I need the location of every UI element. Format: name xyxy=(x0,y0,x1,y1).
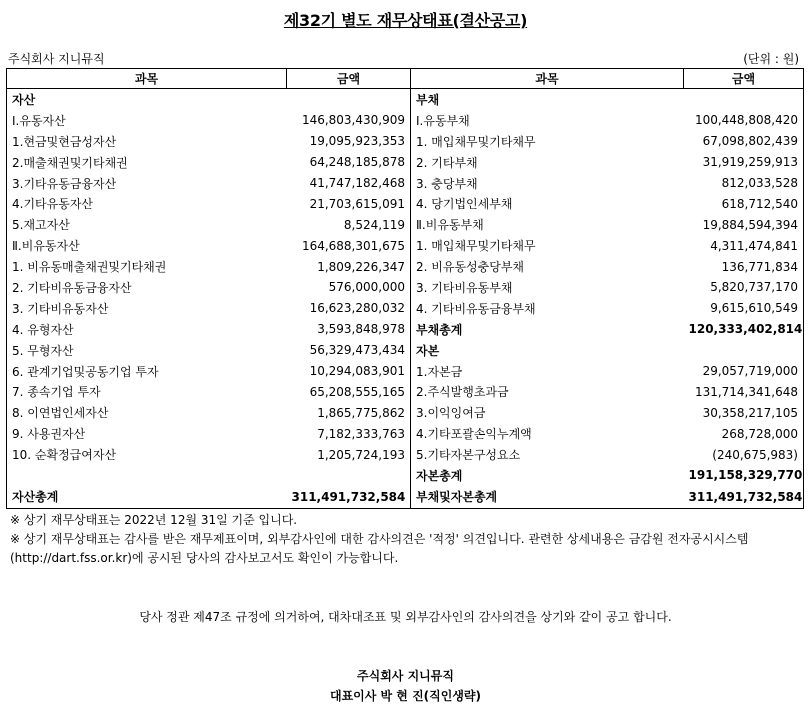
liability-item-label: 부채총계 xyxy=(411,319,684,340)
asset-item-amount: 19,095,923,353 xyxy=(287,131,411,152)
asset-item-label: 5.재고자산 xyxy=(7,214,287,235)
balance-sheet-body xyxy=(7,89,804,509)
asset-item-amount: 41,747,182,468 xyxy=(287,173,411,194)
liability-item-label: 1.자본금 xyxy=(411,361,684,382)
table-row xyxy=(7,131,804,152)
liability-item-label: 부채및자본총계 xyxy=(411,486,684,509)
liability-item-amount: 618,712,540 xyxy=(684,193,804,214)
liability-item-label: 1. 매입채무및기타채무 xyxy=(411,131,684,152)
balance-sheet-table xyxy=(6,68,804,509)
liability-item-amount xyxy=(684,89,804,110)
asset-item-amount: 10,294,083,901 xyxy=(287,361,411,382)
liability-item-amount: 19,884,594,394 xyxy=(684,214,804,235)
header-amount-liabilities: 금액 xyxy=(684,69,804,89)
asset-item-label: Ⅰ.유동자산 xyxy=(7,110,287,131)
liability-item-amount: 191,158,329,770 xyxy=(684,465,804,486)
table-row xyxy=(7,486,804,509)
table-row xyxy=(7,444,804,465)
table-row xyxy=(7,277,804,298)
table-row xyxy=(7,152,804,173)
closing-statement: 당사 정관 제47조 규정에 의거하여, 대차대조표 및 외부감사인의 감사의견을 상기와 같이 공고 합니다. xyxy=(139,610,672,624)
table-row xyxy=(7,361,804,382)
asset-item-label: Ⅱ.비유동자산 xyxy=(7,235,287,256)
liability-item-amount: 4,311,474,841 xyxy=(684,235,804,256)
liability-item-label: Ⅰ.유동부채 xyxy=(411,110,684,131)
liability-item-amount: 9,615,610,549 xyxy=(684,298,804,319)
liability-item-label: 5.기타자본구성요소 xyxy=(411,444,684,465)
liability-item-label: Ⅱ.비유동부채 xyxy=(411,214,684,235)
table-row xyxy=(7,173,804,194)
liability-item-label: 4.기타포괄손익누계액 xyxy=(411,423,684,444)
liability-item-label: 자본 xyxy=(411,340,684,361)
table-row xyxy=(7,423,804,444)
liability-item-amount: 311,491,732,584 xyxy=(684,486,804,509)
asset-item-amount: 1,865,775,862 xyxy=(287,402,411,423)
asset-item-label: 2. 기타비유동금융자산 xyxy=(7,277,287,298)
asset-item-label: 1. 비유동매출채권및기타채권 xyxy=(7,256,287,277)
asset-item-label: 6. 관계기업및공동기업 투자 xyxy=(7,361,287,382)
asset-item-label: 5. 무형자산 xyxy=(7,340,287,361)
liability-item-amount: 812,033,528 xyxy=(684,173,804,194)
asset-item-amount xyxy=(287,89,411,110)
asset-item-amount: 65,208,555,165 xyxy=(287,381,411,402)
header-item-liabilities: 과목 xyxy=(411,69,684,89)
liability-item-label: 4. 당기법인세부채 xyxy=(411,193,684,214)
table-row xyxy=(7,340,804,361)
liability-item-amount xyxy=(684,340,804,361)
liability-item-label: 자본총계 xyxy=(411,465,684,486)
asset-item-amount xyxy=(287,465,411,486)
table-row xyxy=(7,319,804,340)
table-row xyxy=(7,402,804,423)
liability-item-amount: 30,358,217,105 xyxy=(684,402,804,423)
table-header-row xyxy=(7,69,804,89)
asset-item-amount: 64,248,185,878 xyxy=(287,152,411,173)
liability-item-label: 3.이익잉여금 xyxy=(411,402,684,423)
asset-item-amount: 21,703,615,091 xyxy=(287,193,411,214)
table-row xyxy=(7,89,804,110)
liability-item-amount: 100,448,808,420 xyxy=(684,110,804,131)
liability-item-amount: 67,098,802,439 xyxy=(684,131,804,152)
signature-block xyxy=(0,666,811,706)
asset-item-amount: 7,182,333,763 xyxy=(287,423,411,444)
liability-item-amount: (240,675,983) xyxy=(684,444,804,465)
asset-item-label: 자산 xyxy=(7,89,287,110)
liability-item-label: 2. 기타부채 xyxy=(411,152,684,173)
asset-item-label: 4. 유형자산 xyxy=(7,319,287,340)
asset-item-amount: 1,205,724,193 xyxy=(287,444,411,465)
liability-item-label: 1. 매입채무및기타채무 xyxy=(411,235,684,256)
liability-item-amount: 131,714,341,648 xyxy=(684,381,804,402)
signature-company: 주식회사 지니뮤직 xyxy=(357,669,454,683)
asset-item-amount: 311,491,732,584 xyxy=(287,486,411,509)
liability-item-label: 3. 충당부채 xyxy=(411,173,684,194)
asset-item-amount: 56,329,473,434 xyxy=(287,340,411,361)
table-row xyxy=(7,256,804,277)
page-title: 제32기 별도 재무상태표(결산공고) xyxy=(283,11,528,30)
asset-item-label: 3.기타유동금융자산 xyxy=(7,173,287,194)
asset-item-amount: 1,809,226,347 xyxy=(287,256,411,277)
asset-item-amount: 8,524,119 xyxy=(287,214,411,235)
table-row xyxy=(7,193,804,214)
asset-item-amount: 146,803,430,909 xyxy=(287,110,411,131)
note-audit: ※ 상기 재무상태표는 감사를 받은 재무제표이며, 외부감사인에 대한 감사의견은 '적정' 의견입니다. 관련한 상세내용은 금감원 전자공시시스템(http://dart.fss.or.kr)에 공시된 당사의 감사보고서도 확인이 가능합니다. xyxy=(10,532,749,565)
liability-item-amount: 5,820,737,170 xyxy=(684,277,804,298)
asset-item-label: 1.현금및현금성자산 xyxy=(7,131,287,152)
asset-item-label: 2.매출채권및기타채권 xyxy=(7,152,287,173)
signature-ceo: 대표이사 박 현 진(직인생략) xyxy=(329,689,481,703)
asset-item-label xyxy=(7,465,287,486)
asset-item-label: 9. 사용권자산 xyxy=(7,423,287,444)
asset-item-amount: 164,688,301,675 xyxy=(287,235,411,256)
asset-item-label: 3. 기타비유동자산 xyxy=(7,298,287,319)
liability-item-label: 부채 xyxy=(411,89,684,110)
liability-item-amount: 29,057,719,000 xyxy=(684,361,804,382)
liability-item-amount: 31,919,259,913 xyxy=(684,152,804,173)
asset-item-label: 4.기타유동자산 xyxy=(7,193,287,214)
liability-item-amount: 268,728,000 xyxy=(684,423,804,444)
table-row xyxy=(7,465,804,486)
table-row xyxy=(7,235,804,256)
table-row xyxy=(7,298,804,319)
liability-item-label: 3. 기타비유동부채 xyxy=(411,277,684,298)
unit-label: (단위 : 원) xyxy=(743,52,799,66)
header-item-assets: 과목 xyxy=(7,69,287,89)
company-name: 주식회사 지니뮤직 xyxy=(8,52,105,66)
notes xyxy=(10,511,805,568)
table-row xyxy=(7,214,804,235)
asset-item-label: 8. 이연법인세자산 xyxy=(7,402,287,423)
asset-item-label: 7. 종속기업 투자 xyxy=(7,381,287,402)
table-row xyxy=(7,110,804,131)
asset-item-label: 자산총계 xyxy=(7,486,287,509)
asset-item-label: 10. 순확정급여자산 xyxy=(7,444,287,465)
table-row xyxy=(7,381,804,402)
liability-item-label: 2. 비유동성충당부채 xyxy=(411,256,684,277)
liability-item-label: 4. 기타비유동금융부채 xyxy=(411,298,684,319)
liability-item-label: 2.주식발행초과금 xyxy=(411,381,684,402)
liability-item-amount: 136,771,834 xyxy=(684,256,804,277)
liability-item-amount: 120,333,402,814 xyxy=(684,319,804,340)
asset-item-amount: 16,623,280,032 xyxy=(287,298,411,319)
asset-item-amount: 3,593,848,978 xyxy=(287,319,411,340)
header-amount-assets: 금액 xyxy=(287,69,411,89)
note-date: ※ 상기 재무상태표는 2022년 12월 31일 기준 입니다. xyxy=(10,513,298,527)
asset-item-amount: 576,000,000 xyxy=(287,277,411,298)
